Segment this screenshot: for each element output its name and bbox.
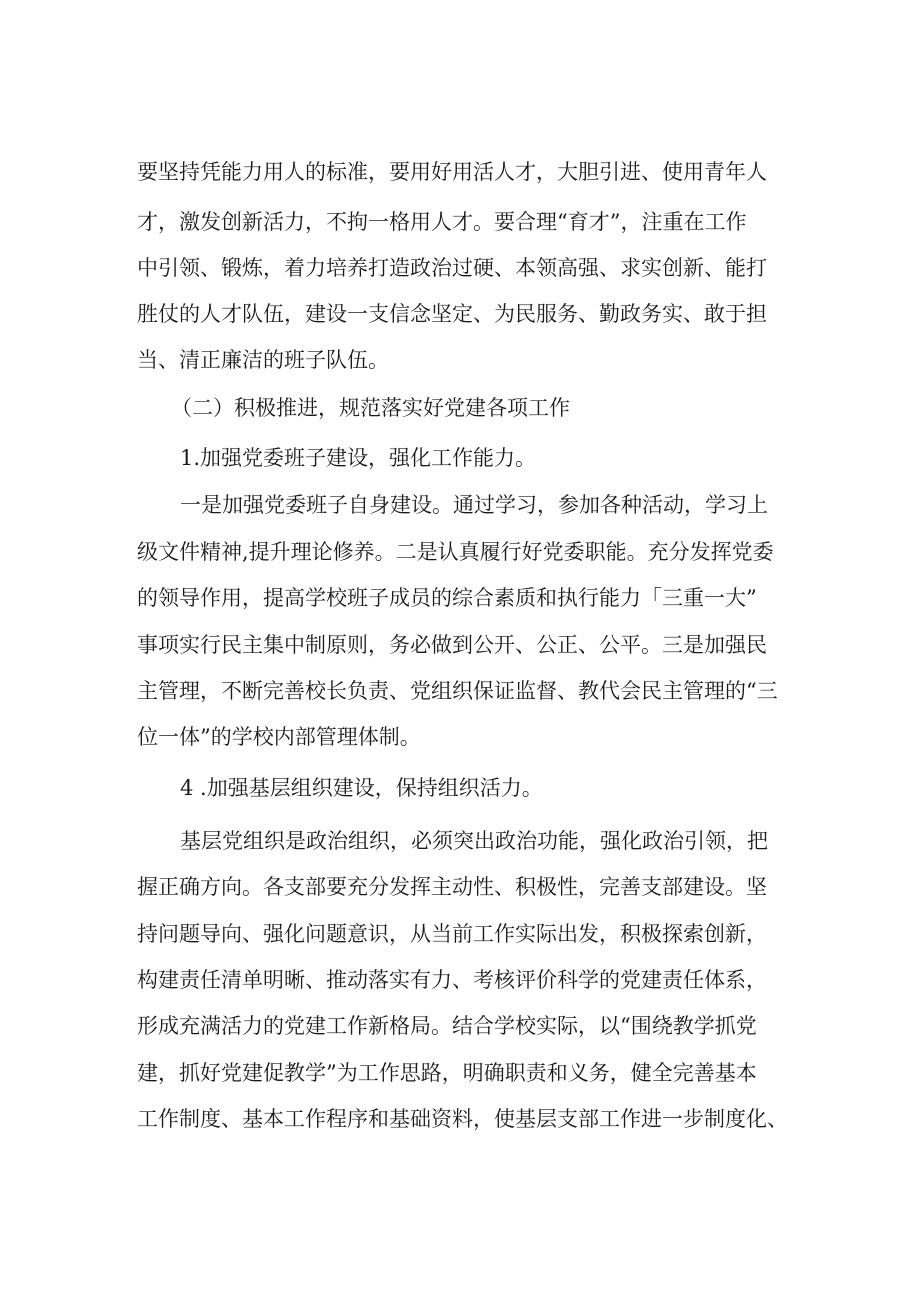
section-heading: （二）积极推进，规范落实好党建各项工作 xyxy=(171,396,570,420)
text-line: 主管理，不断完善校长负责、党组织保证监督、教代会民主管理的“三 xyxy=(137,679,778,703)
text-line: 构建责任清单明晰、推动落实有力、考核评价科学的党建责任体系， xyxy=(137,968,767,992)
text-line: 持问题导向、强化问题意识，从当前工作实际出发，积极探索创新， xyxy=(137,922,767,946)
text-line: 工作制度、基本工作程序和基础资料，使基层支部工作进一步制度化、 xyxy=(137,1107,788,1131)
text-line: 要坚持凭能力用人的标准，要用好用活人才，大胆引进、使用青年人 xyxy=(137,160,767,184)
text-line: 基层党组织是政治组织，必须突出政治功能，强化政治引领，把 xyxy=(180,829,768,853)
text-line: 才，激发创新活力，不拘一格用人才。要合理“育才”，注重在工作 xyxy=(137,210,747,234)
text-line: 建，抓好党建促教学”为工作思路，明确职责和义务，健全完善基本 xyxy=(137,1061,757,1085)
text-line: 位一体”的学校内部管理体制。 xyxy=(137,725,421,749)
subsection-heading: 4 .加强基层组织建设，保持组织活力。 xyxy=(180,776,543,800)
text-line: 握正确方向。各支部要充分发挥主动性、积极性，完善支部建设。坚 xyxy=(137,875,767,899)
text-line: 的领导作用，提高学校班子成员的综合素质和执行能力「三重一大” xyxy=(137,586,757,610)
text-line: 级文件精神,提升理论修养。二是认真履行好党委职能。充分发挥党委 xyxy=(137,540,774,564)
text-line: 当、清正廉洁的班子队伍。 xyxy=(137,348,389,372)
text-line: 中引领、锻炼，着力培养打造政治过硬、本领高强、求实创新、能打 xyxy=(137,256,767,280)
text-line: 胜仗的人才队伍，建设一支信念坚定、为民服务、勤政务实、敢于担 xyxy=(137,302,767,326)
text-line: 形成充满活力的党建工作新格局。结合学校实际，以“围绕教学抓党 xyxy=(137,1014,757,1038)
text-line: 事项实行民主集中制原则，务必做到公开、公正、公平。三是加强民 xyxy=(137,633,767,657)
text-line: 一是加强党委班子自身建设。通过学习，参加各种活动，学习上 xyxy=(180,493,768,517)
subsection-heading: 1.加强党委班子建设，强化工作能力。 xyxy=(180,446,537,470)
